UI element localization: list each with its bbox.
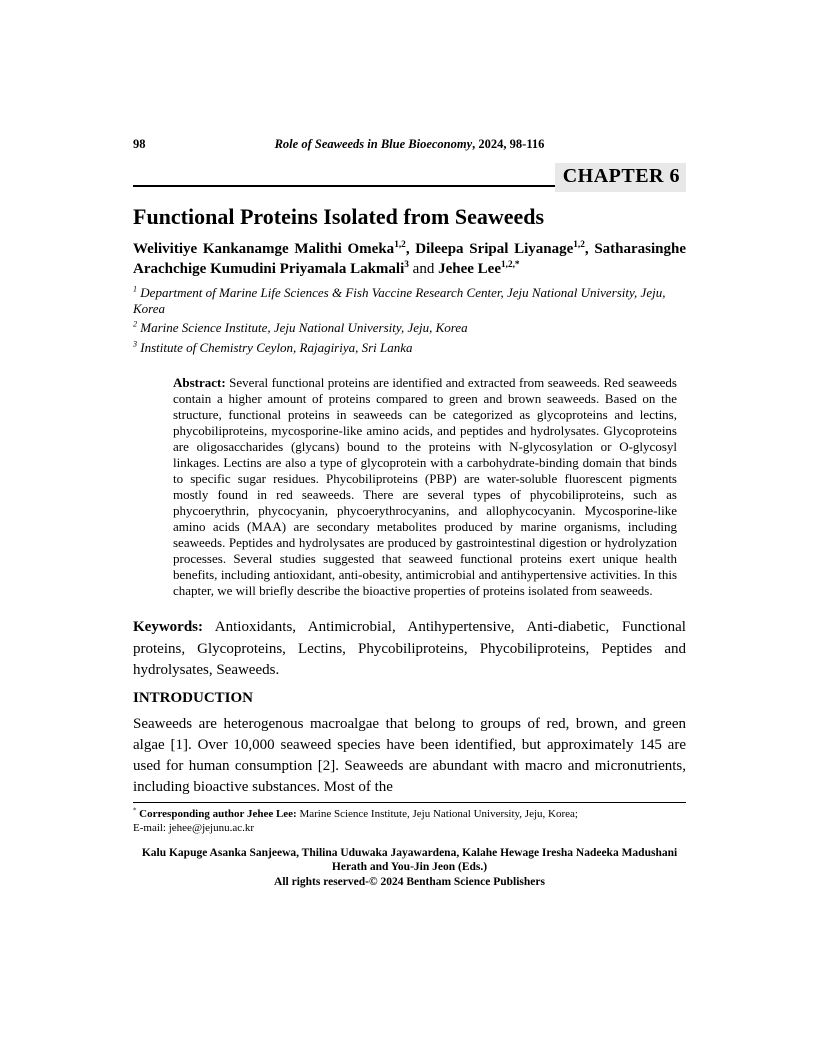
abstract-paragraph [173,375,686,599]
running-header [133,137,686,152]
chapter-row [133,161,686,192]
footnote-line-1 [133,807,686,821]
corresponding-author-footnote [133,802,686,835]
abstract-label: Abstract: [173,375,226,390]
affiliation: $^1$ Department of Marine Life Sciences & Fish Vaccine Research Center, Jeju National University, Jeju, Korea [133,284,666,316]
running-title-book: Role of Seaweeds in Blue Bioeconomy [274,137,473,151]
footnote-email-line: E-mail: jehee@jejunu.ac.kr [133,821,254,834]
chapter-badge: CHAPTER 6 [555,163,686,192]
footer-rights: All rights reserved-© 2024 Bentham Science Publishers [274,875,545,888]
page-number: 98 [133,137,146,151]
footnote-bold-label: Corresponding author Jehee Lee: [139,807,297,820]
running-title-meta: , 2024, 98-116 [472,137,545,151]
keywords-paragraph [133,617,686,682]
abstract-text: Several functional proteins are identified and extracted from seaweeds. Red seaweeds contain a higher amount of proteins compared to green and brown seaweeds. Based on the structure, functional proteins in seaweeds can be categorized as glycoproteins and lectins, phycobiliproteins, mycosporine-like amino acids, and peptides and hydrolysates. Glycoproteins are oligosaccharides (glycans) bound to the proteins with N-glycosylation or O-glycosyl linkages. Lectins are also a type of glycoprotein with a carbohydrate-binding domain that binds to specific sugar residues. Phycobiliproteins (PBP) are water-soluble fluorescent pigments mostly found in red seaweeds. There are several types of phycobiliproteins, such as phycoerythrin, phycocyanin, phycoerythrocyanins, and allophycocyanin. Mycosporine-like amino acids (MAA) are secondary metabolites produced by marine organisms, including seaweeds. Peptides and hydrolysates are produced by gastrointestinal digestion or hydrolyzation processes. Several studies suggested that seaweed functional proteins exert unique health benefits, including antioxidant, anti-obesity, antimicrobial and antihypertensive activities. In this chapter, we will briefly describe the bioactive properties of proteins isolated from seaweeds. [173,375,677,598]
affiliation: $^3$ Institute of Chemistry Ceylon, Rajagiriya, Sri Lanka [133,339,413,355]
footer-editors: Kalu Kapuge Asanka Sanjeewa, Thilina Uduwaka Jayawardena, Kalahe Hewage Iresha Nadeeka Madushani Herath and You-Jin Jeon (Eds.) [141,846,678,873]
publisher-footer [133,846,686,890]
footnote-address: Marine Science Institute, Jeju National University, Jeju, Korea; [299,807,578,820]
footnote-marker: * [133,806,137,814]
running-title [133,137,686,152]
affiliation: $^2$ Marine Science Institute, Jeju National University, Jeju, Korea [133,319,468,335]
introduction-paragraph: Seaweeds are heterogenous macroalgae that belong to groups of red, brown, and green algae [1]. Over 10,000 seaweed species have been identified, but approximately 145 are used for human consumption [2]. Seaweeds are abundant with macro and micronutrients, including bioactive substances. Most of the [133,715,686,795]
authors-line: Welivitiye Kankanamge Malithi Omeka$^{1,2}$, Dileepa Sripal Liyanage$^{1,2}$, Satharasinghe Arachchige Kumudini Priyamala Lakmali$^3$ and Jehee Lee$^{1,2,*}$ [133,240,686,277]
keywords-text: Antioxidants, Antimicrobial, Antihypertensive, Anti-diabetic, Functional proteins, Glycoproteins, Lectins, Phycobiliproteins, Phycobiliproteins, Peptides and hydrolysates, Seaweeds. [133,619,686,678]
chapter-title: Functional Proteins Isolated from Seaweeds [133,204,545,229]
introduction-heading: INTRODUCTION [133,689,254,706]
affiliations [133,285,686,355]
keywords-label: Keywords: [133,619,203,635]
